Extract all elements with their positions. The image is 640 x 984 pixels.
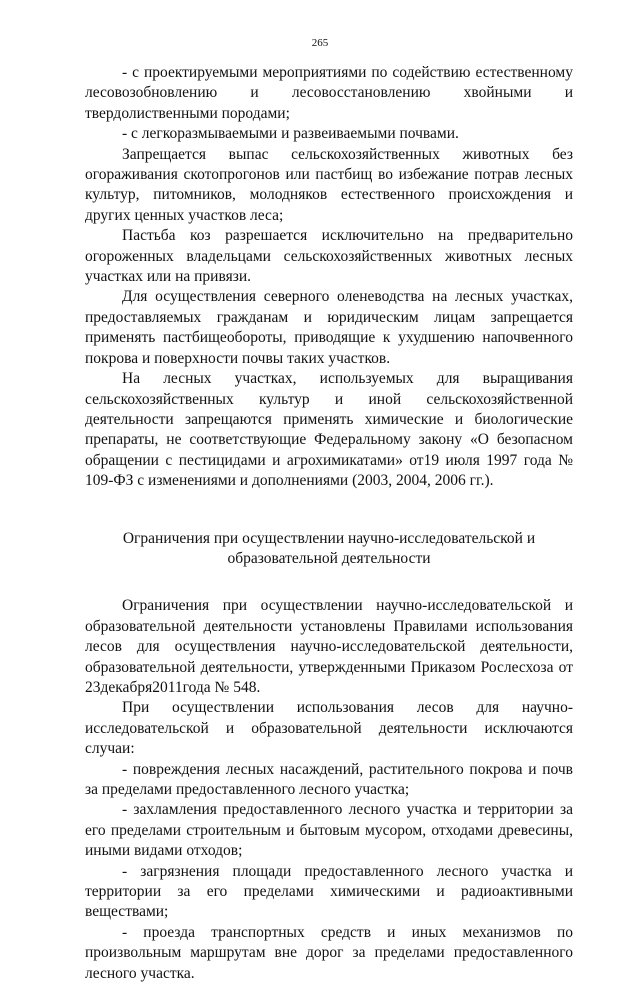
section-heading: Ограничения при осуществлении научно-исследовательской и образовательной деятельности xyxy=(122,529,536,567)
paragraph: Для осуществления северного оленеводства на лесных участках, предоставляемых гражданам и юридическим лицам запрещается применять пастбищеобороты, приводящие к ухудшению напочвенного покрова и поверхности почвы таких участков. xyxy=(85,288,573,367)
paragraph: - загрязнения площади предоставленного лесного участка и территории за его пределами химическими и радиоактивными веществами; xyxy=(85,862,573,921)
page-content xyxy=(85,63,573,984)
paragraph: Запрещается выпас сельскохозяйственных животных без огораживания скотопрогонов или пастбищ во избежание потрав лесных культур, питомников, молодняков естественного происхождения и других ценных участков леса; xyxy=(85,145,573,224)
paragraph: На лесных участках, используемых для выращивания сельскохозяйственных культур и иной сельскохозяйственной деятельности запрещаются применять химические и биологические препараты, не соответствующие Федеральному закону «О безопасном обращении с пестицидами и агрохимикатами» от19 июля 1997 года № 109-ФЗ с изменениями и дополнениями (2003, 2004, 2006 гг.). xyxy=(85,370,573,490)
paragraph: Ограничения при осуществлении научно-исследовательской и образовательной деятельности установлены Правилами использования лесов для осуществления научно-исследовательской деятельности, образовательной деятельности, утвержденными Приказом Рослесхоза от 23декабря2011года № 548. xyxy=(85,597,573,696)
paragraph: - с проектируемыми мероприятиями по содействию естественному лесовозобновлению и лесовосстановлению хвойными и твердолиственными породами; xyxy=(85,64,573,122)
paragraph: - повреждения лесных насаждений, растительного покрова и почв за пределами предоставленного лесного участка; xyxy=(85,760,573,798)
paragraph: При осуществлении использования лесов для научно-исследовательской и образовательной деятельности исключаются случаи: xyxy=(85,699,573,758)
paragraph: Пастьба коз разрешается исключительно на предварительно огороженных владельцами сельскохозяйственных животных лесных участках или на привязи. xyxy=(85,227,573,286)
paragraph: - с легкоразмываемыми и развеиваемыми почвами. xyxy=(122,125,459,143)
page-number: 265 xyxy=(311,37,329,49)
paragraph: - проезда транспортных средств и иных механизмов по произвольным маршрутам вне дорог за пределами предоставленного лесного участка. xyxy=(85,923,573,982)
paragraph: - захламления предоставленного лесного участка и территории за его пределами строительным и бытовым мусором, отходами древесины, иными видами отходов; xyxy=(85,801,573,860)
